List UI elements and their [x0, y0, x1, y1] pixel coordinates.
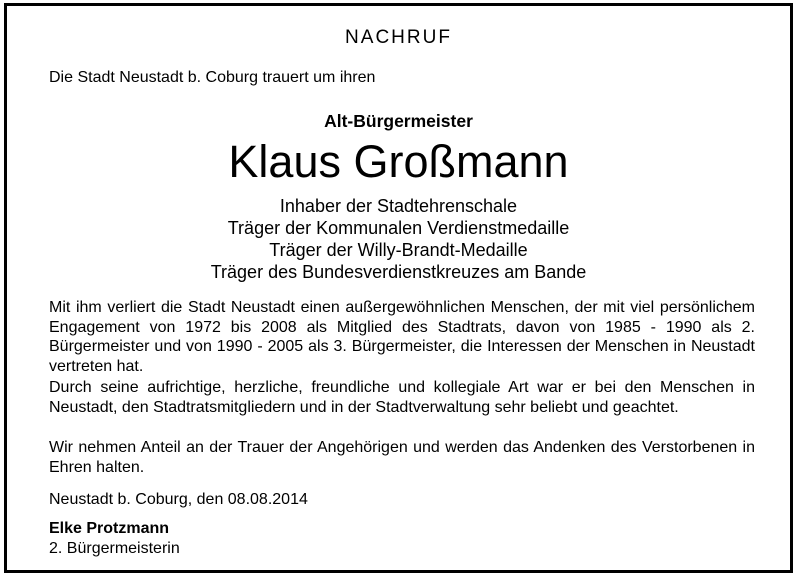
signer-role: 2. Bürgermeisterin	[49, 540, 180, 557]
honors-list	[7, 195, 790, 283]
notice-heading: NACHRUF	[345, 27, 452, 48]
tribute-paragraph: Wir nehmen Anteil an der Trauer der Angehörigen und werden das Andenken des Verstorbenen in Ehren halten.	[49, 439, 755, 476]
honor-item: Träger der Kommunalen Verdienstmedaille	[227, 218, 570, 238]
deceased-title: Alt-Bürgermeister	[324, 111, 473, 131]
honor-item: Träger der Willy-Brandt-Medaille	[269, 240, 528, 260]
honor-item: Träger des Bundesverdienstkreuzes am Bande	[210, 262, 587, 282]
date-line: Neustadt b. Coburg, den 08.08.2014	[49, 491, 308, 508]
honor-item: Inhaber der Stadtehrenschale	[279, 196, 518, 216]
obituary-frame	[4, 3, 793, 573]
deceased-name: Klaus Großmann	[228, 136, 569, 187]
signer-name: Elke Protzmann	[49, 520, 170, 537]
intro-text: Die Stadt Neustadt b. Coburg trauert um ihren	[49, 69, 376, 86]
tribute-paragraph: Durch seine aufrichtige, herzliche, freundliche und kollegiale Art war er bei den Menschen in Neustadt, den Stadtratsmitgliedern und in der Stadtverwaltung sehr beliebt und geachtet.	[49, 379, 755, 416]
tribute-paragraph: Mit ihm verliert die Stadt Neustadt einen außergewöhnlichen Menschen, der mit viel persönlichem Engagement von 1972 bis 2008 als Mitglied des Stadtrats, davon von 1985 - 1990 als 2. Bürgermeister und von 1990 - 2005 als 3. Bürgermeister, die Interessen der Menschen in Neustadt vertreten hat.	[49, 299, 755, 375]
